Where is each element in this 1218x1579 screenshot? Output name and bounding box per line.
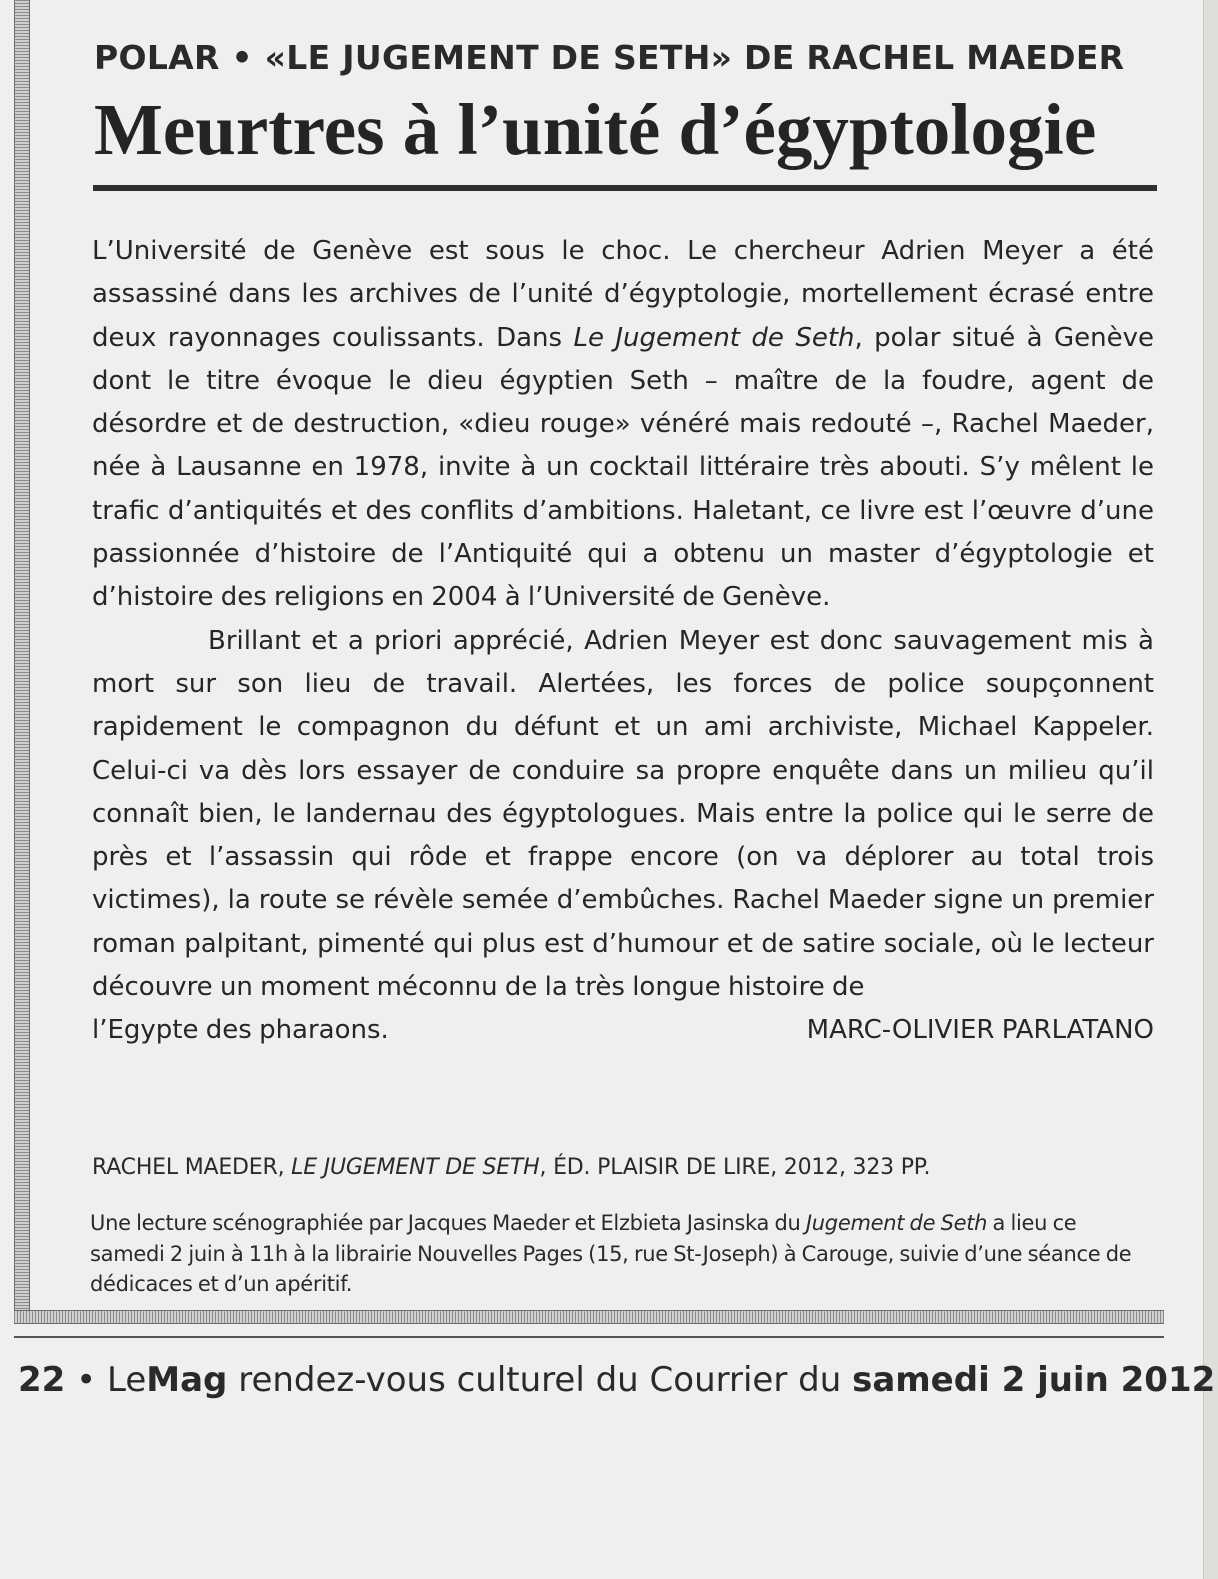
brand-name: Mag	[146, 1360, 228, 1400]
author-byline: MARC-OLIVIER PARLATANO	[806, 1015, 1154, 1046]
note-text-a: Une lecture scénographiée par Jacques Maeder et Elzbieta Jasinska du	[90, 1211, 806, 1235]
article-paragraph-2	[92, 620, 1154, 1010]
article-paragraph-1	[92, 230, 1154, 620]
paragraph-1-text-a: L’Université de Genève est sous le choc. Le chercheur Adrien Meyer a été assassiné dans les archives de l’unité d’égyptologie, mortellement écrasé entre deux rayonnages coulissants. Dans	[92, 236, 1154, 353]
note-book-title: Jugement de Seth	[805, 1211, 988, 1235]
footer-thin-rule	[14, 1336, 1164, 1338]
paragraph-1-text-b: , polar situé à Genève dont le titre évoque le dieu égyptien Seth – maître de la foudre, agent de désordre et de destruction, «dieu rouge» vénéré mais redouté –, Rachel Maeder, née à Lausanne en 1978, invite à un cocktail littéraire très abouti. S’y mêlent le trafic d’antiquités et des conflits d’ambitions. Haletant, ce livre est l’œuvre d’une passionnée d’histoire de l’Antiquité qui a obtenu un master d’égyptologie et d’histoire des religions en 2004 à l’Université de Genève.	[92, 322, 1155, 613]
book-credit	[92, 1155, 1152, 1180]
event-note	[90, 1208, 1154, 1300]
footer-tagline: rendez-vous culturel du Courrier du	[238, 1360, 842, 1400]
paragraph-2-last-line: l’Egypte des pharaons.	[92, 1015, 389, 1046]
credit-author: RACHEL MAEDER,	[92, 1155, 292, 1180]
credit-details: , ÉD. PLAISIR DE LIRE, 2012, 323 PP.	[539, 1155, 931, 1180]
footer-bullet: •	[76, 1360, 97, 1400]
left-border-rule	[14, 0, 30, 1312]
credit-title: LE JUGEMENT DE SETH	[291, 1155, 540, 1180]
headline-rule	[93, 185, 1157, 191]
paragraph-2-text: Brillant et a priori apprécié, Adrien Meyer est donc sauvagement mis à mort sur son lieu de travail. Alertées, les forces de police soupçonnent rapidement le compagnon du défunt et un ami archiviste, Michael Kappeler. Celui-ci va dès lors essayer de conduire sa propre enquête dans un milieu qu’il connaît bien, le landernau des égyptologues. Mais entre la police qui le serre de près et l’assassin qui rôde et frappe encore (on va déplorer au total trois victimes), la route se révèle semée d’embûches. Rachel Maeder signe un premier roman palpitant, pimenté qui plus est d’humour et de satire sociale, où le lecteur découvre un moment méconnu de la très longue histoire de	[92, 625, 1154, 1003]
closing-line	[92, 1009, 1154, 1052]
article-headline: Meurtres à l’unité d’égyptologie	[94, 89, 1097, 170]
note-text-b: a lieu ce samedi 2 juin à 11h à la librairie Nouvelles Pages (15, rue St-Joseph) à Carouge, suivie d’une séance de dédicaces et d’un apéritif.	[90, 1211, 1132, 1296]
book-title-inline: Le Jugement de Seth	[573, 322, 855, 353]
article-kicker: POLAR • «LE JUGEMENT DE SETH» DE RACHEL MAEDER	[94, 38, 1125, 77]
page-footer	[18, 1360, 1216, 1400]
issue-date: samedi 2 juin 2012	[852, 1360, 1216, 1400]
footer-hatched-rule	[14, 1310, 1164, 1324]
article-body	[92, 230, 1154, 1053]
page-number: 22	[18, 1360, 66, 1400]
right-paper-edge	[1203, 0, 1218, 1579]
brand-prefix: Le	[107, 1360, 147, 1400]
